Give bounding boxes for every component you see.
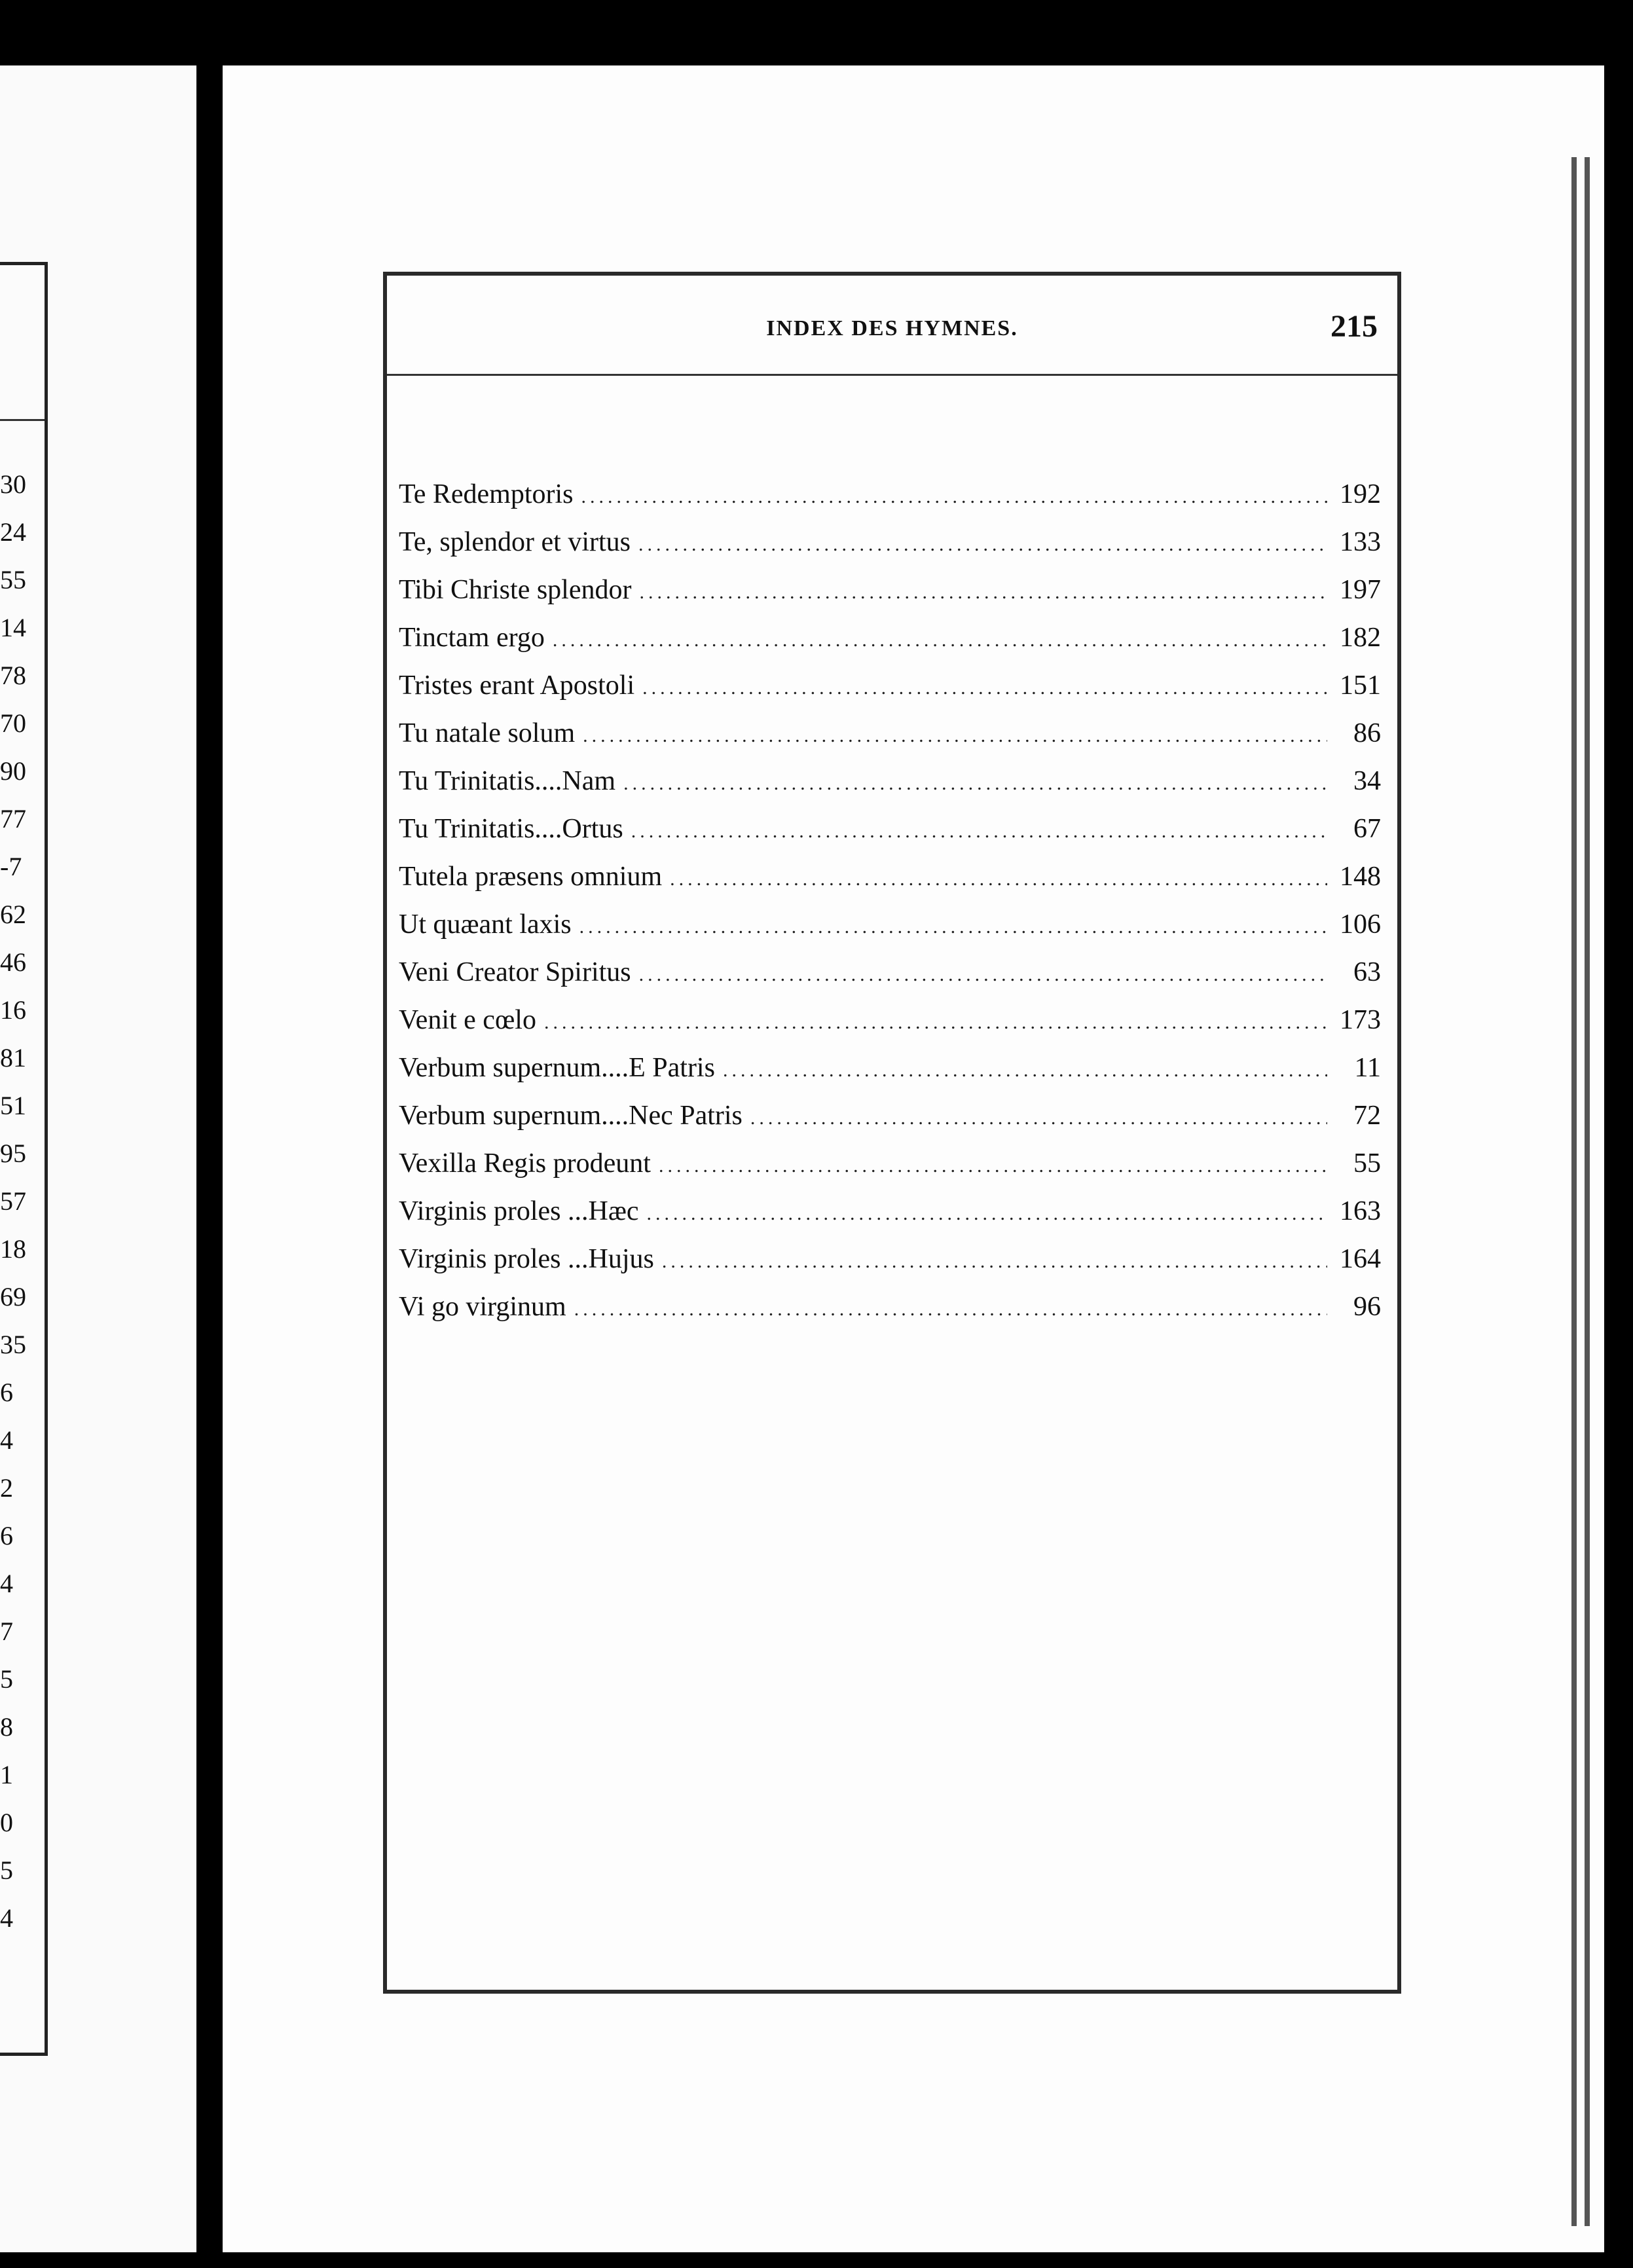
- entry-title: Tinctam ergo: [399, 623, 545, 653]
- left-page-header-rule: [0, 419, 45, 421]
- entry-title: Virginis proles ...Hujus: [399, 1244, 654, 1274]
- dot-leader: [579, 916, 1327, 938]
- dot-leader: [583, 725, 1327, 747]
- running-title: INDEX DES HYMNES.: [766, 316, 1018, 340]
- entry-page-number: 63: [1353, 957, 1381, 987]
- left-page-number: 0: [0, 1808, 13, 1837]
- dot-leader: [723, 1059, 1327, 1082]
- entry-page-number: 11: [1354, 1053, 1381, 1083]
- dot-leader: [647, 1203, 1327, 1225]
- index-entry: [399, 1004, 1381, 1052]
- left-page-number: 14: [0, 613, 26, 642]
- entry-page-number: 163: [1340, 1196, 1381, 1226]
- index-entry: [399, 1052, 1381, 1100]
- left-page-number: 35: [0, 1330, 26, 1359]
- entry-page-number: 67: [1353, 814, 1381, 844]
- entry-title: Tu Trinitatis....Ortus: [399, 814, 623, 844]
- left-page-number: 62: [0, 900, 26, 929]
- left-page-number: 30: [0, 469, 26, 499]
- left-page-number: 57: [0, 1186, 26, 1216]
- index-entry: [399, 479, 1381, 526]
- index-entry: [399, 1100, 1381, 1148]
- entry-page-number: 133: [1340, 527, 1381, 557]
- left-page-number: 6: [0, 1378, 13, 1407]
- entry-title: Venit e cœlo: [399, 1005, 536, 1035]
- dot-leader: [659, 1155, 1327, 1177]
- entry-page-number: 197: [1340, 575, 1381, 605]
- index-entry: [399, 861, 1381, 909]
- entry-page-number: 148: [1340, 862, 1381, 892]
- left-page-number: 5: [0, 1856, 13, 1885]
- entry-title: Verbum supernum....Nec Patris: [399, 1101, 743, 1131]
- entry-title: Veni Creator Spiritus: [399, 957, 631, 987]
- dot-leader: [581, 486, 1328, 508]
- left-page-number: 55: [0, 565, 26, 594]
- entry-title: Ut quæant laxis: [399, 909, 572, 940]
- left-page-number: 6: [0, 1521, 13, 1550]
- index-entry: [399, 1196, 1381, 1243]
- entry-title: Te, splendor et virtus: [399, 527, 631, 557]
- left-page-number: 69: [0, 1282, 26, 1311]
- index-entry: [399, 909, 1381, 957]
- left-page-number: 4: [0, 1903, 13, 1933]
- index-entry: [399, 718, 1381, 765]
- page-edge: [1585, 157, 1590, 2226]
- dot-leader: [642, 677, 1327, 699]
- index-entry: [399, 957, 1381, 1004]
- dot-leader: [544, 1012, 1327, 1034]
- entry-page-number: 173: [1340, 1005, 1381, 1035]
- dot-leader: [574, 1298, 1327, 1321]
- index-frame: [383, 272, 1401, 1994]
- index-entry: [399, 670, 1381, 718]
- dot-leader: [639, 964, 1327, 986]
- left-page-number: 78: [0, 661, 26, 690]
- index-entry: [399, 1148, 1381, 1196]
- index-entry: [399, 526, 1381, 574]
- index-entry: [399, 765, 1381, 813]
- entry-page-number: 106: [1340, 909, 1381, 940]
- left-page-number: 81: [0, 1043, 26, 1072]
- left-page-number: 1: [0, 1760, 13, 1789]
- index-entry: [399, 622, 1381, 670]
- left-page: [0, 65, 196, 2252]
- left-page-number: 51: [0, 1091, 26, 1120]
- left-page-number: 4: [0, 1425, 13, 1455]
- left-page-number: 95: [0, 1139, 26, 1168]
- dot-leader: [553, 629, 1327, 651]
- entry-title: Tutela præsens omnium: [399, 862, 663, 892]
- entry-title: Verbum supernum....E Patris: [399, 1053, 715, 1083]
- index-entry: [399, 574, 1381, 622]
- left-page-number: 77: [0, 804, 26, 833]
- index-entry: [399, 813, 1381, 861]
- entry-title: Virginis proles ...Hæc: [399, 1196, 639, 1226]
- entry-title: Vexilla Regis prodeunt: [399, 1148, 651, 1179]
- left-page-number: 18: [0, 1234, 26, 1264]
- left-page-number: 8: [0, 1712, 13, 1742]
- left-page-number: 46: [0, 947, 26, 977]
- entry-page-number: 34: [1353, 766, 1381, 796]
- dot-leader: [631, 820, 1327, 843]
- entry-page-number: 72: [1353, 1101, 1381, 1131]
- left-page-number: 16: [0, 995, 26, 1025]
- dot-leader: [670, 868, 1327, 890]
- dot-leader: [750, 1107, 1327, 1129]
- entry-title: Vi go virginum: [399, 1292, 566, 1322]
- left-page-number: -7: [0, 852, 22, 881]
- left-page-number: 70: [0, 708, 26, 738]
- left-page-number: 2: [0, 1473, 13, 1503]
- index-entry: [399, 1291, 1381, 1339]
- left-page-number: 5: [0, 1664, 13, 1694]
- left-page-number: 24: [0, 517, 26, 547]
- entry-title: Tristes erant Apostoli: [399, 670, 635, 701]
- index-entry: [399, 1243, 1381, 1291]
- dot-leader: [662, 1251, 1327, 1273]
- entry-page-number: 151: [1340, 670, 1381, 701]
- entry-page-number: 182: [1340, 623, 1381, 653]
- dot-leader: [623, 773, 1327, 795]
- page-edge: [1571, 157, 1577, 2226]
- index-entries: [399, 479, 1381, 1339]
- entry-page-number: 96: [1353, 1292, 1381, 1322]
- page-number: 215: [1330, 309, 1378, 344]
- left-page-number: 4: [0, 1569, 13, 1598]
- entry-title: Te Redemptoris: [399, 479, 574, 509]
- entry-page-number: 164: [1340, 1244, 1381, 1274]
- entry-title: Tu natale solum: [399, 718, 576, 748]
- dot-leader: [638, 534, 1327, 556]
- left-page-number: 90: [0, 756, 26, 786]
- entry-title: Tibi Christe splendor: [399, 575, 632, 605]
- dot-leader: [639, 581, 1327, 604]
- entry-title: Tu Trinitatis....Nam: [399, 766, 616, 796]
- left-page-number: 7: [0, 1617, 13, 1646]
- header-rule: [387, 374, 1397, 376]
- entry-page-number: 192: [1340, 479, 1381, 509]
- entry-page-number: 55: [1353, 1148, 1381, 1179]
- entry-page-number: 86: [1353, 718, 1381, 748]
